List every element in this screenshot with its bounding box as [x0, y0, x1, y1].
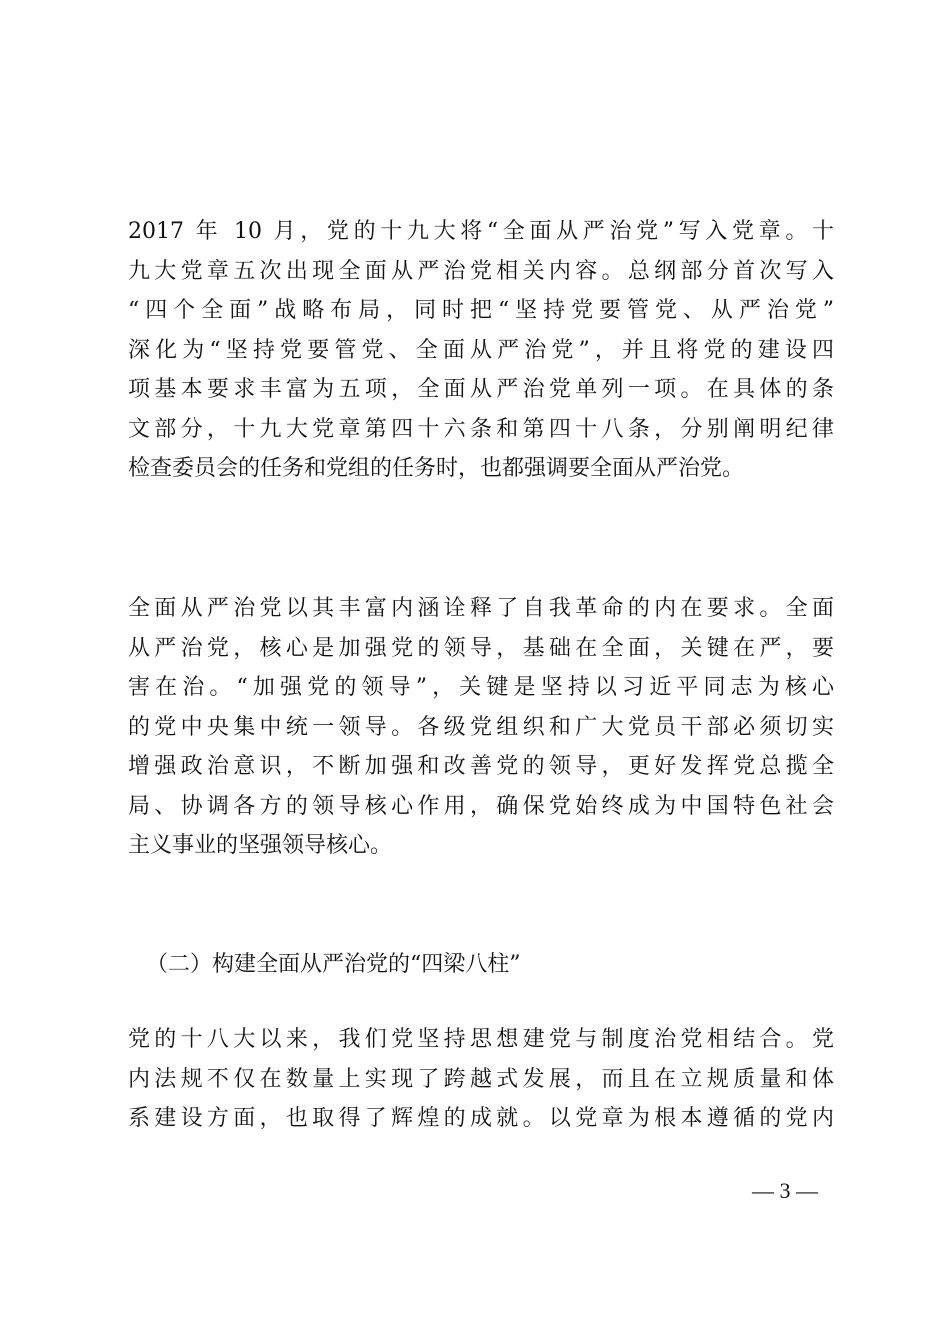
text-line: 的党中央集中统一领导。各级党组织和广大党员干部必须切实: [128, 714, 834, 740]
text-line: 九大党章五次出现全面从严治党相关内容。总纲部分首次写入: [128, 258, 834, 284]
text-line: 2017 年 10 月，党的十九大将“全面从严治党”写入党章。十: [128, 219, 834, 244]
paragraph-party-constitution: [128, 212, 834, 489]
text-line: 局、协调各方的领导核心作用，确保党始终成为中国特色社会: [128, 793, 834, 819]
text-line: 全面从严治党以其丰富内涵诠释了自我革命的内在要求。全面: [128, 596, 834, 621]
text-line: 从严治党，核心是加强党的领导，基础在全面，关键在严，要: [128, 635, 834, 661]
text-line: 深化为“坚持党要管党、全面从严治党”，并且将党的建设四: [128, 337, 834, 363]
text-line: 党的十八大以来，我们党坚持思想建党与制度治党相结合。党: [128, 1027, 834, 1052]
paragraph-party-regulations: [128, 1020, 834, 1139]
text-line: 项基本要求丰富为五项，全面从严治党单列一项。在具体的条: [128, 377, 834, 402]
text-line: 主义事业的坚强领导核心。: [128, 833, 393, 858]
text-line: 系建设方面，也取得了辉煌的成就。以党章为根本遵循的党内: [128, 1106, 834, 1131]
text-line: 增强政治意识，不断加强和改善党的领导，更好发挥党总揽全: [128, 754, 834, 779]
text-line: 害在治。“加强党的领导”，关键是坚持以习近平同志为核心: [128, 675, 834, 700]
paragraph-self-revolution: [128, 589, 834, 866]
section-heading: （二）构建全面从严治党的“四梁八柱”: [146, 952, 521, 977]
page-number: — 3 —: [752, 1178, 818, 1203]
text-line: 检查委员会的任务和党组的任务时，也都强调要全面从严治党。: [128, 456, 745, 481]
text-line: “四个全面”战略布局，同时把“坚持党要管党、从严治党”: [128, 298, 834, 323]
text-line: 内法规不仅在数量上实现了跨越式发展，而且在立规质量和体: [128, 1066, 834, 1092]
text-line: 文部分，十九大党章第四十六条和第四十八条，分别阐明纪律: [128, 416, 834, 442]
